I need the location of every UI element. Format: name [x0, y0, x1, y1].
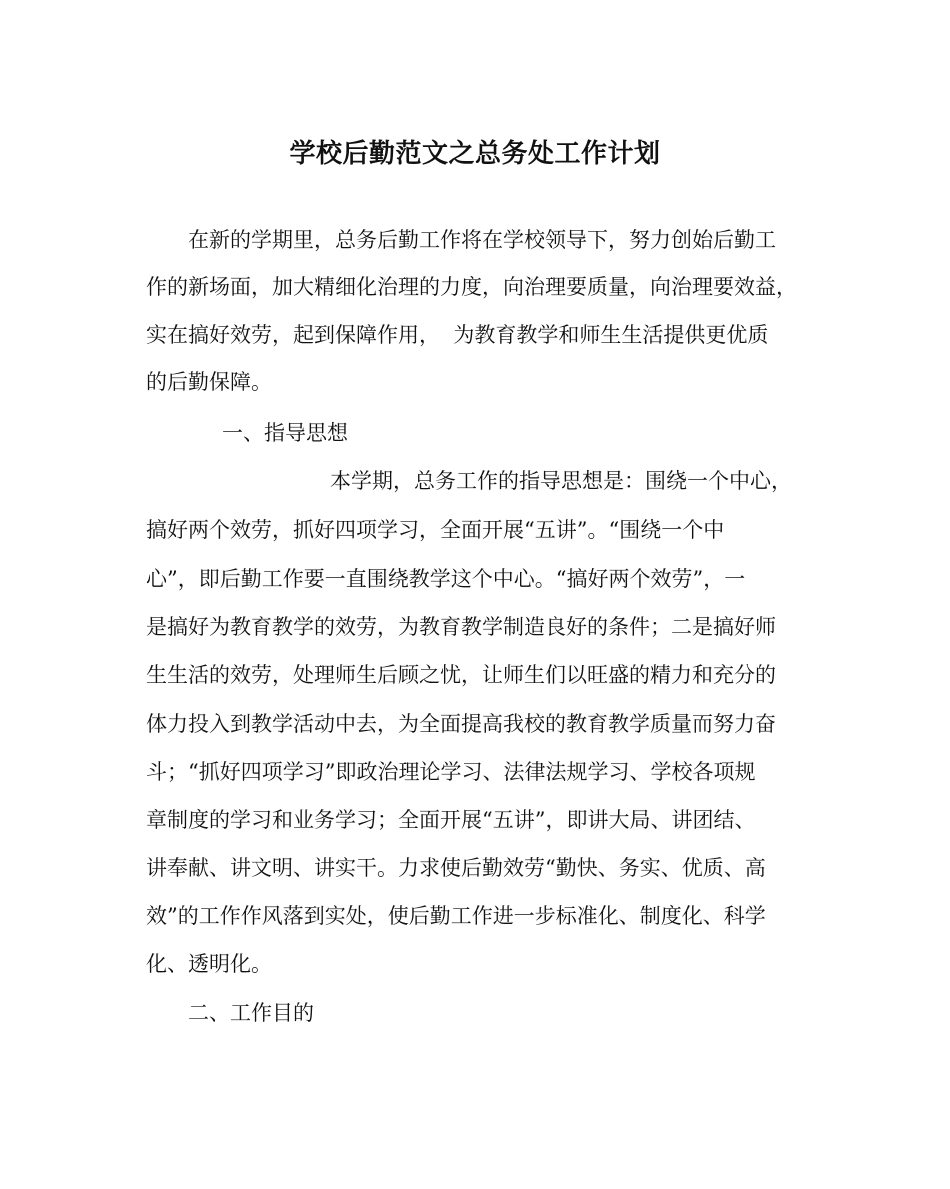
paragraph-line: 化、透明化。: [146, 952, 272, 976]
document-title: 学校后勤范文之总务处工作计划: [289, 139, 661, 169]
paragraph-line: 搞好两个效劳，抓好四项学习，全面开展“五讲”。“围绕一个中: [146, 518, 725, 542]
section-heading: 一、指导思想: [222, 421, 348, 445]
paragraph-line: 章制度的学习和业务学习；全面开展“五讲”，即讲大局、讲团结、: [146, 808, 756, 832]
paragraph-line: 是搞好为教育教学的效劳，为教育教学制造良好的条件；二是搞好师: [146, 615, 776, 639]
section-heading: 二、工作目的: [188, 1001, 314, 1025]
paragraph-line: 讲奉献、讲文明、讲实干。力求使后勤效劳“勤快、务实、优质、高: [146, 856, 766, 880]
paragraph-line: 作的新场面，加大精细化治理的力度，向治理要质量，向治理要效益，: [146, 275, 797, 299]
paragraph-line: 体力投入到教学活动中去，为全面提高我校的教育教学质量而努力奋: [146, 712, 776, 736]
paragraph-line: 在新的学期里，总务后勤工作将在学校领导下，努力创始后勤工: [188, 228, 776, 252]
paragraph-line: 效”的工作作风落到实处，使后勤工作进一步标准化、制度化、科学: [146, 904, 766, 928]
paragraph-line: 生生活的效劳，处理师生后顾之忧，让师生们以旺盛的精力和充分的: [146, 663, 776, 687]
paragraph-line: 心”，即后勤工作要一直围绕教学这个中心。“搞好两个效劳”，一: [146, 567, 746, 591]
paragraph-line: 本学期，总务工作的指导思想是：围绕一个中心，: [330, 469, 792, 493]
paragraph-line: 斗；“抓好四项学习”即政治理论学习、法律法规学习、学校各项规: [146, 760, 756, 784]
paragraph-line: 的后勤保障。: [146, 370, 272, 394]
paragraph-line: 实在搞好效劳，起到保障作用， 为教育教学和师生生活提供更优质: [146, 323, 769, 347]
